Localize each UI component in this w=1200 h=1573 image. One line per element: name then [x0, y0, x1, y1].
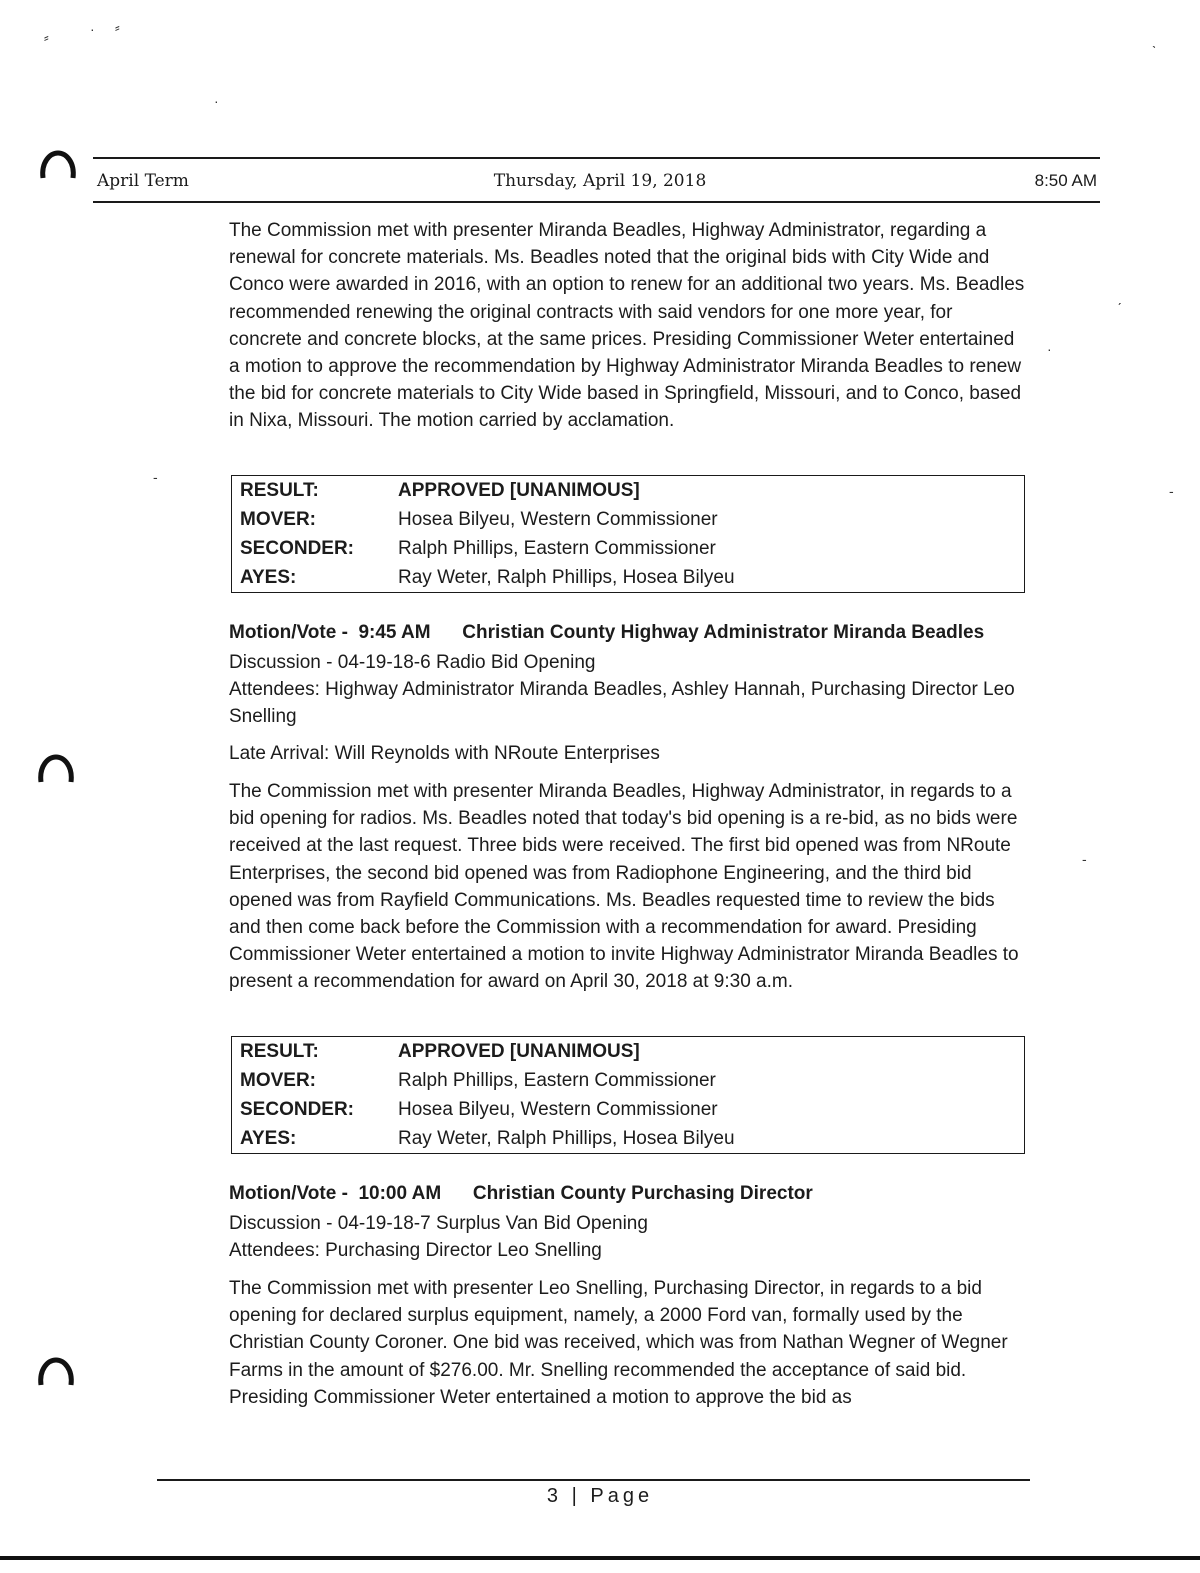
header-rule-bottom [93, 201, 1100, 203]
scan-bottom-edge [0, 1556, 1200, 1560]
vote-row-ayes [232, 563, 1025, 593]
vote-label: SECONDER: [240, 537, 355, 559]
header-date: Thursday, April 19, 2018 [493, 171, 707, 191]
vote-result: APPROVED [UNANIMOUS] [398, 479, 640, 501]
scan-speck: ˎ [1152, 32, 1157, 48]
header-rule-top [93, 157, 1100, 159]
scan-speck: ⸗ [44, 29, 49, 45]
scan-speck: - [153, 469, 158, 485]
vote-label: MOVER: [240, 508, 316, 530]
vote-row-mover [232, 1066, 1025, 1095]
vote-mover: Ralph Phillips, Eastern Commissioner [398, 1069, 716, 1091]
section1-paragraph: The Commission met with presenter Miranda Beadles, Highway Administrator, regarding a renewal for concrete materials. Ms. Beadles noted that the original bids with City Wide and Conco were awarded in 2016, with an option to renew for an additional two years. Ms. Beadles recommended renewing the original contracts with said vendors for one more year, for concrete and concrete blocks, at the same prices. Presiding Commissioner Weter entertained a motion to approve the recommendation by Highway Administrator Miranda Beadles to renew the bid for concrete materials to City Wide based in Springfield, Missouri, and to Conco, based in Nixa, Missouri. The motion carried by acclamation. [229, 220, 1025, 432]
scan-speck: - [1082, 851, 1087, 867]
header-term: April Term [97, 171, 189, 191]
vote-seconder: Hosea Bilyeu, Western Commissioner [398, 1098, 718, 1120]
vote-row-ayes [232, 1124, 1025, 1154]
vote-label: RESULT: [240, 1040, 319, 1062]
scan-speck: ⸗ [115, 19, 120, 35]
vote-row-result [232, 476, 1025, 506]
scan-speck: - [1169, 483, 1174, 499]
footer-rule [157, 1479, 1030, 1481]
section3-heading: Motion/Vote - 10:00 AM Christian County Purchasing Director [229, 1183, 813, 1204]
vote-row-seconder [232, 1095, 1025, 1124]
section2-attendees: Attendees: Highway Administrator Miranda Beadles, Ashley Hannah, Purchasing Director Leo Snelling [229, 679, 1015, 728]
scan-speck: · [214, 93, 219, 109]
page-number: 3 | Page [546, 1485, 654, 1507]
vote-mover: Hosea Bilyeu, Western Commissioner [398, 508, 718, 530]
punch-hole-icon [36, 752, 76, 792]
vote-ayes: Ray Weter, Ralph Phillips, Hosea Bilyeu [398, 1127, 735, 1149]
vote-row-result [232, 1037, 1025, 1067]
section3-discussion: Discussion - 04-19-18-7 Surplus Van Bid Opening [229, 1213, 648, 1234]
scan-speck: ˏ [1117, 289, 1122, 305]
scan-speck: · [1047, 341, 1052, 357]
section3-attendees: Attendees: Purchasing Director Leo Snelling [229, 1240, 602, 1261]
vote-result: APPROVED [UNANIMOUS] [398, 1040, 640, 1062]
punch-hole-icon [36, 1355, 76, 1395]
section1-vote-table [231, 475, 1025, 593]
vote-label: RESULT: [240, 479, 319, 501]
section2-late-arrival: Late Arrival: Will Reynolds with NRoute Enterprises [229, 743, 660, 764]
header-time: 8:50 AM [1034, 171, 1097, 190]
vote-seconder: Ralph Phillips, Eastern Commissioner [398, 537, 716, 559]
section2-discussion: Discussion - 04-19-18-6 Radio Bid Opening [229, 652, 596, 673]
scan-speck: · [90, 21, 95, 37]
vote-row-mover [232, 505, 1025, 534]
section2-paragraph: The Commission met with presenter Miranda Beadles, Highway Administrator, in regards to a bid opening for radios. Ms. Beadles noted that today's bid opening is a re-bid, as no bids were received at the last request. Three bids were received. The first bid opened was from NRoute Enterprises, the second bid opened was from Radiophone Engineering, and the third bid opened was from Rayfield Communications. Ms. Beadles requested time to review the bids and then come back before the Commission with a recommendation for award. Presiding Commissioner Weter entertained a motion to invite Highway Administrator Miranda Beadles to present a recommendation for award on April 30, 2018 at 9:30 a.m. [229, 781, 1019, 993]
vote-ayes: Ray Weter, Ralph Phillips, Hosea Bilyeu [398, 566, 735, 588]
vote-label: SECONDER: [240, 1098, 355, 1120]
vote-label: MOVER: [240, 1069, 316, 1091]
vote-row-seconder [232, 534, 1025, 563]
section2-vote-table [231, 1036, 1025, 1154]
vote-label: AYES: [240, 566, 297, 588]
section2-heading: Motion/Vote - 9:45 AM Christian County Highway Administrator Miranda Beadles [229, 622, 985, 643]
vote-label: AYES: [240, 1127, 297, 1149]
section3-paragraph: The Commission met with presenter Leo Snelling, Purchasing Director, in regards to a bid opening for declared surplus equipment, namely, a 2000 Ford van, formally used by the Christian County Coroner. One bid was received, which was from Nathan Wegner of Wegner Farms in the amount of $276.00. Mr. Snelling recommended the acceptance of said bid. Presiding Commissioner Weter entertained a motion to approve the bid as [229, 1278, 1008, 1408]
